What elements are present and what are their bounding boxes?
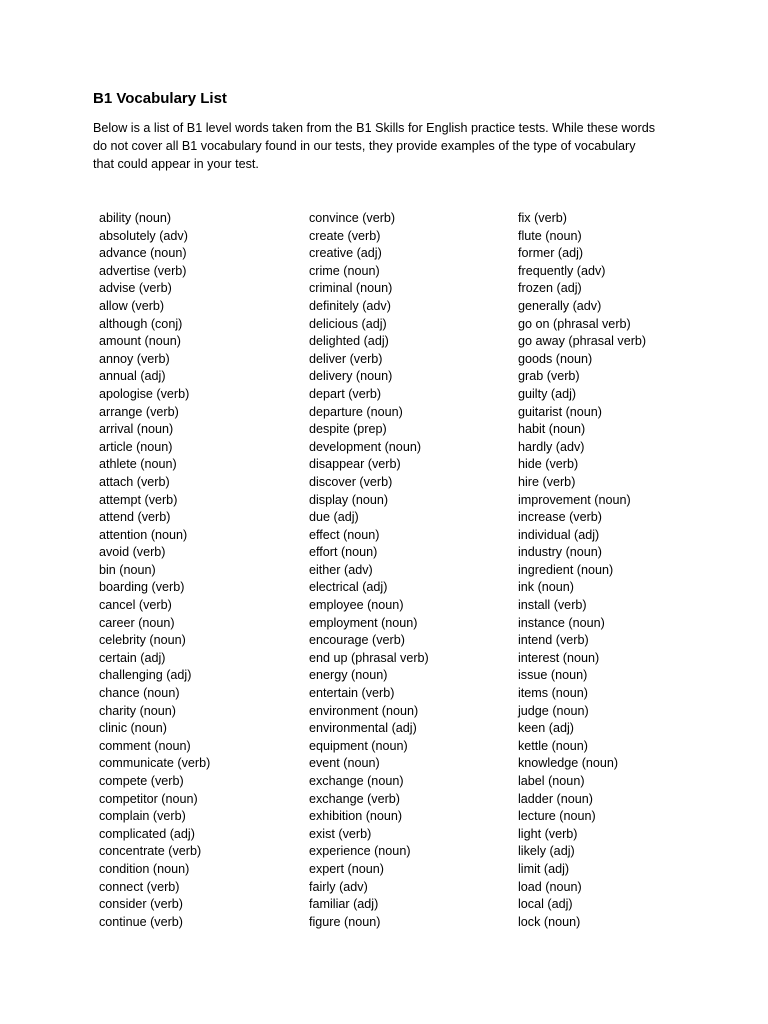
vocabulary-item: complicated (adj) xyxy=(99,826,195,841)
vocabulary-item: environment (noun) xyxy=(309,703,419,718)
vocabulary-item: keen (adj) xyxy=(518,721,575,736)
intro-paragraph xyxy=(93,119,693,173)
vocabulary-item: effect (noun) xyxy=(309,527,380,542)
vocabulary-item: attempt (verb) xyxy=(99,492,178,507)
vocabulary-item: energy (noun) xyxy=(309,668,388,683)
vocabulary-item: celebrity (noun) xyxy=(99,633,186,648)
vocabulary-item: exchange (verb) xyxy=(309,791,401,806)
vocabulary-item: annoy (verb) xyxy=(99,351,170,366)
vocabulary-item: experience (noun) xyxy=(309,844,411,859)
vocabulary-item: likely (adj) xyxy=(518,844,575,859)
vocabulary-item: go on (phrasal verb) xyxy=(518,316,631,331)
vocabulary-item: fix (verb) xyxy=(518,211,567,225)
vocabulary-item: clinic (noun) xyxy=(99,721,167,736)
vocabulary-item: despite (prep) xyxy=(309,422,387,437)
vocabulary-item: comment (noun) xyxy=(99,738,191,753)
vocabulary-item: creative (adj) xyxy=(309,246,382,261)
vocabulary-item: instance (noun) xyxy=(518,615,605,630)
vocabulary-item: limit (adj) xyxy=(518,861,570,876)
vocabulary-item: hide (verb) xyxy=(518,457,579,472)
vocabulary-item: chance (noun) xyxy=(99,686,180,701)
vocabulary-item: lecture (noun) xyxy=(518,809,596,824)
vocabulary-item: criminal (noun) xyxy=(309,281,393,296)
vocabulary-item: communicate (verb) xyxy=(99,756,211,771)
vocabulary-item: development (noun) xyxy=(309,439,422,454)
vocabulary-item: cancel (verb) xyxy=(99,598,172,613)
vocabulary-item: expert (noun) xyxy=(309,861,384,876)
vocabulary-item: departure (noun) xyxy=(309,404,403,419)
intro-line: that could appear in your test. xyxy=(93,157,259,171)
vocabulary-item: either (adv) xyxy=(309,562,373,577)
vocabulary-item: arrival (noun) xyxy=(99,422,174,437)
vocabulary-item: competitor (noun) xyxy=(99,791,198,806)
vocabulary-item: frequently (adv) xyxy=(518,263,606,278)
vocabulary-item: exist (verb) xyxy=(309,826,372,841)
vocabulary-item: advertise (verb) xyxy=(99,263,187,278)
vocabulary-item: condition (noun) xyxy=(99,861,190,876)
vocabulary-item: boarding (verb) xyxy=(99,580,185,595)
vocabulary-item: apologise (verb) xyxy=(99,386,190,401)
vocabulary-item: definitely (adv) xyxy=(309,298,391,313)
vocabulary-item: judge (noun) xyxy=(518,703,589,718)
vocabulary-item: industry (noun) xyxy=(518,545,602,560)
vocabulary-item: due (adj) xyxy=(309,510,359,525)
vocabulary-item: ability (noun) xyxy=(99,211,172,225)
vocabulary-item: delighted (adj) xyxy=(309,334,389,349)
vocabulary-item: disappear (verb) xyxy=(309,457,401,472)
vocabulary-item: create (verb) xyxy=(309,228,381,243)
vocabulary-item: guilty (adj) xyxy=(518,386,577,401)
vocabulary-item: guitarist (noun) xyxy=(518,404,602,419)
vocabulary-item: complain (verb) xyxy=(99,809,186,824)
vocabulary-item: amount (noun) xyxy=(99,334,181,349)
vocabulary-item: depart (verb) xyxy=(309,386,382,401)
vocabulary-item: hire (verb) xyxy=(518,474,576,489)
vocabulary-item: employee (noun) xyxy=(309,598,404,613)
vocabulary-item: although (conj) xyxy=(99,316,183,331)
vocabulary-item: encourage (verb) xyxy=(309,633,405,648)
vocabulary-item: install (verb) xyxy=(518,598,587,613)
vocabulary-item: continue (verb) xyxy=(99,914,183,929)
vocabulary-item: electrical (adj) xyxy=(309,580,388,595)
page-title: B1 Vocabulary List xyxy=(93,90,227,107)
vocabulary-item: load (noun) xyxy=(518,879,582,894)
vocabulary-item: career (noun) xyxy=(99,615,175,630)
vocabulary-item: exhibition (noun) xyxy=(309,809,403,824)
vocabulary-item: ladder (noun) xyxy=(518,791,593,806)
vocabulary-item: familiar (adj) xyxy=(309,897,379,912)
vocabulary-item: lock (noun) xyxy=(518,914,581,929)
vocabulary-item: light (verb) xyxy=(518,826,578,841)
vocabulary-item: entertain (verb) xyxy=(309,686,395,701)
vocabulary-item: absolutely (adv) xyxy=(99,228,188,243)
vocabulary-item: convince (verb) xyxy=(309,211,396,225)
vocabulary-item: deliver (verb) xyxy=(309,351,383,366)
vocabulary-item: grab (verb) xyxy=(518,369,580,384)
vocabulary-item: equipment (noun) xyxy=(309,738,408,753)
vocabulary-item: increase (verb) xyxy=(518,510,602,525)
vocabulary-item: effort (noun) xyxy=(309,545,378,560)
vocabulary-item: former (adj) xyxy=(518,246,584,261)
vocabulary-item: consider (verb) xyxy=(99,897,183,912)
vocabulary-item: event (noun) xyxy=(309,756,380,771)
vocabulary-item: advise (verb) xyxy=(99,281,172,296)
vocabulary-item: display (noun) xyxy=(309,492,389,507)
vocabulary-column-1 xyxy=(99,210,210,931)
vocabulary-item: attend (verb) xyxy=(99,510,171,525)
vocabulary-item: individual (adj) xyxy=(518,527,600,542)
vocabulary-item: items (noun) xyxy=(518,686,588,701)
vocabulary-item: compete (verb) xyxy=(99,774,184,788)
vocabulary-item: go away (phrasal verb) xyxy=(518,334,647,349)
vocabulary-item: attention (noun) xyxy=(99,527,188,542)
vocabulary-item: concentrate (verb) xyxy=(99,844,202,859)
vocabulary-item: delicious (adj) xyxy=(309,316,387,331)
vocabulary-item: interest (noun) xyxy=(518,650,600,665)
vocabulary-item: improvement (noun) xyxy=(518,492,631,507)
vocabulary-item: discover (verb) xyxy=(309,474,393,489)
vocabulary-item: environmental (adj) xyxy=(309,721,417,736)
vocabulary-item: challenging (adj) xyxy=(99,668,192,683)
vocabulary-item: ink (noun) xyxy=(518,580,575,595)
vocabulary-item: end up (phrasal verb) xyxy=(309,650,429,665)
vocabulary-item: article (noun) xyxy=(99,439,173,454)
vocabulary-item: allow (verb) xyxy=(99,298,165,313)
vocabulary-item: fairly (adv) xyxy=(309,879,368,894)
vocabulary-item: hardly (adv) xyxy=(518,439,585,454)
vocabulary-item: crime (noun) xyxy=(309,263,380,278)
vocabulary-item: exchange (noun) xyxy=(309,774,404,788)
vocabulary-item: goods (noun) xyxy=(518,351,593,366)
vocabulary-item: local (adj) xyxy=(518,897,573,912)
vocabulary-item: kettle (noun) xyxy=(518,738,589,753)
vocabulary-item: bin (noun) xyxy=(99,562,156,577)
vocabulary-item: advance (noun) xyxy=(99,246,187,261)
vocabulary-item: delivery (noun) xyxy=(309,369,393,384)
vocabulary-item: intend (verb) xyxy=(518,633,589,648)
vocabulary-item: certain (adj) xyxy=(99,650,166,665)
intro-line: do not cover all B1 vocabulary found in our tests, they provide examples of the type of vocabulary xyxy=(93,139,636,153)
vocabulary-item: annual (adj) xyxy=(99,369,166,384)
vocabulary-item: label (noun) xyxy=(518,774,585,788)
vocabulary-item: avoid (verb) xyxy=(99,545,166,560)
vocabulary-item: flute (noun) xyxy=(518,228,582,243)
vocabulary-column-3 xyxy=(518,210,646,931)
vocabulary-item: employment (noun) xyxy=(309,615,418,630)
vocabulary-item: knowledge (noun) xyxy=(518,756,619,771)
vocabulary-column-2 xyxy=(309,210,429,931)
vocabulary-item: figure (noun) xyxy=(309,914,381,929)
vocabulary-item: attach (verb) xyxy=(99,474,170,489)
vocabulary-item: athlete (noun) xyxy=(99,457,177,472)
vocabulary-item: connect (verb) xyxy=(99,879,180,894)
vocabulary-item: generally (adv) xyxy=(518,298,602,313)
vocabulary-item: frozen (adj) xyxy=(518,281,582,296)
vocabulary-item: issue (noun) xyxy=(518,668,588,683)
vocabulary-item: arrange (verb) xyxy=(99,404,179,419)
intro-line: Below is a list of B1 level words taken from the B1 Skills for English practice tests. While these words xyxy=(93,121,656,135)
vocabulary-item: charity (noun) xyxy=(99,703,176,718)
vocabulary-item: ingredient (noun) xyxy=(518,562,614,577)
vocabulary-item: habit (noun) xyxy=(518,422,586,437)
